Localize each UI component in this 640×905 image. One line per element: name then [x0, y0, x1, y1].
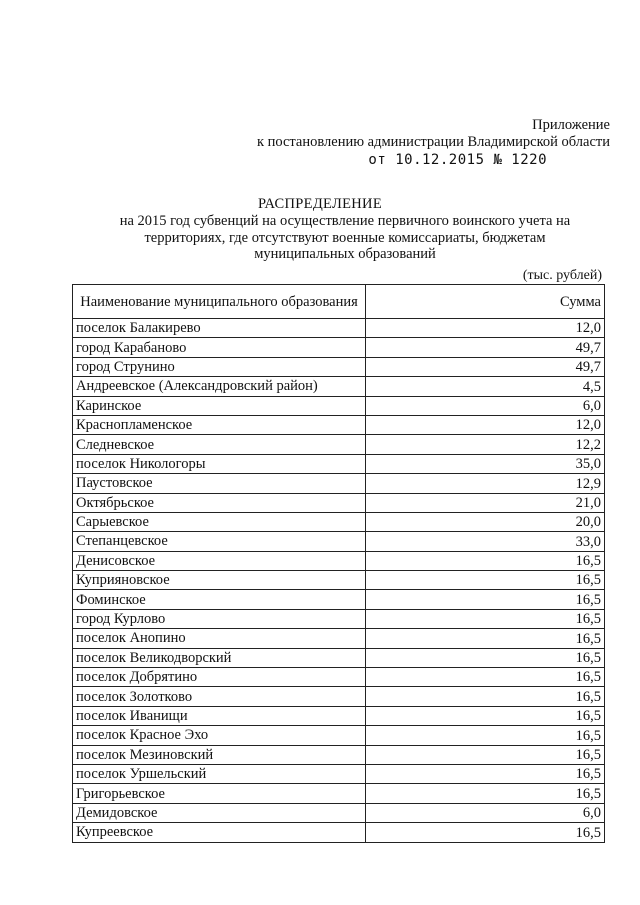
table-row — [73, 745, 605, 764]
row-sum-cell: 16,5 — [366, 590, 605, 609]
row-name-cell: город Струнино — [73, 357, 366, 376]
row-name-cell: поселок Добрятино — [73, 668, 366, 687]
row-sum-cell: 35,0 — [366, 454, 605, 473]
row-name-cell: поселок Никологоры — [73, 454, 366, 473]
table-row — [73, 357, 605, 376]
row-name-cell: город Курлово — [73, 609, 366, 628]
row-sum-cell: 12,9 — [366, 474, 605, 493]
table-row — [73, 512, 605, 531]
row-sum-cell: 6,0 — [366, 396, 605, 415]
row-sum-cell: 16,5 — [366, 609, 605, 628]
row-sum-cell: 16,5 — [366, 668, 605, 687]
table-row — [73, 726, 605, 745]
row-sum-cell: 16,5 — [366, 629, 605, 648]
table-row — [73, 474, 605, 493]
table-row — [73, 764, 605, 783]
table-row — [73, 396, 605, 415]
table-row — [73, 493, 605, 512]
row-name-cell: поселок Анопино — [73, 629, 366, 648]
row-name-cell: Денисовское — [73, 551, 366, 570]
document-subtitle: на 2015 год субвенций на осуществление первичного воинского учета на территориях, где отсутствуют военные комиссариаты, бюджетам муниципальных образований — [119, 213, 571, 262]
row-name-cell: Демидовское — [73, 803, 366, 822]
row-name-cell: Купреевское — [73, 823, 366, 842]
row-name-cell: Октябрьское — [73, 493, 366, 512]
row-name-cell: Степанцевское — [73, 532, 366, 551]
table-row — [73, 706, 605, 725]
row-sum-cell: 49,7 — [366, 357, 605, 376]
table-row — [73, 648, 605, 667]
row-name-cell: Андреевское (Александровский район) — [73, 377, 366, 396]
table-row — [73, 803, 605, 822]
row-name-cell: Следневское — [73, 435, 366, 454]
row-sum-cell: 16,5 — [366, 745, 605, 764]
row-name-cell: поселок Красное Эхо — [73, 726, 366, 745]
row-name-cell: Паустовское — [73, 474, 366, 493]
row-sum-cell: 16,5 — [366, 764, 605, 783]
row-name-cell: поселок Иванищи — [73, 706, 366, 725]
row-sum-cell: 16,5 — [366, 551, 605, 570]
table-header-row — [73, 285, 605, 319]
row-sum-cell: 16,5 — [366, 706, 605, 725]
row-name-cell: поселок Великодворский — [73, 648, 366, 667]
row-name-cell: Сарыевское — [73, 512, 366, 531]
table-row — [73, 551, 605, 570]
row-sum-cell: 20,0 — [366, 512, 605, 531]
table-row — [73, 338, 605, 357]
row-sum-cell: 16,5 — [366, 687, 605, 706]
row-sum-cell: 12,0 — [366, 415, 605, 434]
document-title: РАСПРЕДЕЛЕНИЕ — [258, 196, 382, 212]
row-sum-cell: 16,5 — [366, 823, 605, 842]
row-sum-cell: 49,7 — [366, 338, 605, 357]
table-row — [73, 784, 605, 803]
row-sum-cell: 16,5 — [366, 648, 605, 667]
row-name-cell: поселок Мезиновский — [73, 745, 366, 764]
row-sum-cell: 4,5 — [366, 377, 605, 396]
row-name-cell: Куприяновское — [73, 571, 366, 590]
row-sum-cell: 16,5 — [366, 784, 605, 803]
table-row — [73, 532, 605, 551]
row-sum-cell: 12,0 — [366, 319, 605, 338]
row-name-cell: Каринское — [73, 396, 366, 415]
table-row — [73, 415, 605, 434]
table-row — [73, 823, 605, 842]
table-row — [73, 435, 605, 454]
resolution-date-number: от 10.12.2015 № 1220 — [368, 152, 547, 168]
table-row — [73, 609, 605, 628]
row-name-cell: Фоминское — [73, 590, 366, 609]
column-header-sum: Сумма — [366, 285, 605, 319]
row-sum-cell: 16,5 — [366, 571, 605, 590]
appendix-label: Приложение — [532, 117, 610, 133]
row-name-cell: поселок Балакирево — [73, 319, 366, 338]
table-row — [73, 377, 605, 396]
column-header-name: Наименование муниципального образования — [73, 285, 366, 319]
units-label: (тыс. рублей) — [522, 268, 602, 283]
resolution-reference: к постановлению администрации Владимирской области — [256, 134, 610, 150]
row-name-cell: поселок Золотково — [73, 687, 366, 706]
table-row — [73, 629, 605, 648]
row-sum-cell: 21,0 — [366, 493, 605, 512]
distribution-table — [72, 284, 605, 843]
row-sum-cell: 6,0 — [366, 803, 605, 822]
row-name-cell: Григорьевское — [73, 784, 366, 803]
row-name-cell: поселок Уршельский — [73, 764, 366, 783]
table-row — [73, 687, 605, 706]
row-sum-cell: 33,0 — [366, 532, 605, 551]
table-row — [73, 590, 605, 609]
table-row — [73, 668, 605, 687]
table-row — [73, 319, 605, 338]
table-row — [73, 454, 605, 473]
row-sum-cell: 16,5 — [366, 726, 605, 745]
row-name-cell: Краснопламенское — [73, 415, 366, 434]
table-row — [73, 571, 605, 590]
row-sum-cell: 12,2 — [366, 435, 605, 454]
row-name-cell: город Карабаново — [73, 338, 366, 357]
